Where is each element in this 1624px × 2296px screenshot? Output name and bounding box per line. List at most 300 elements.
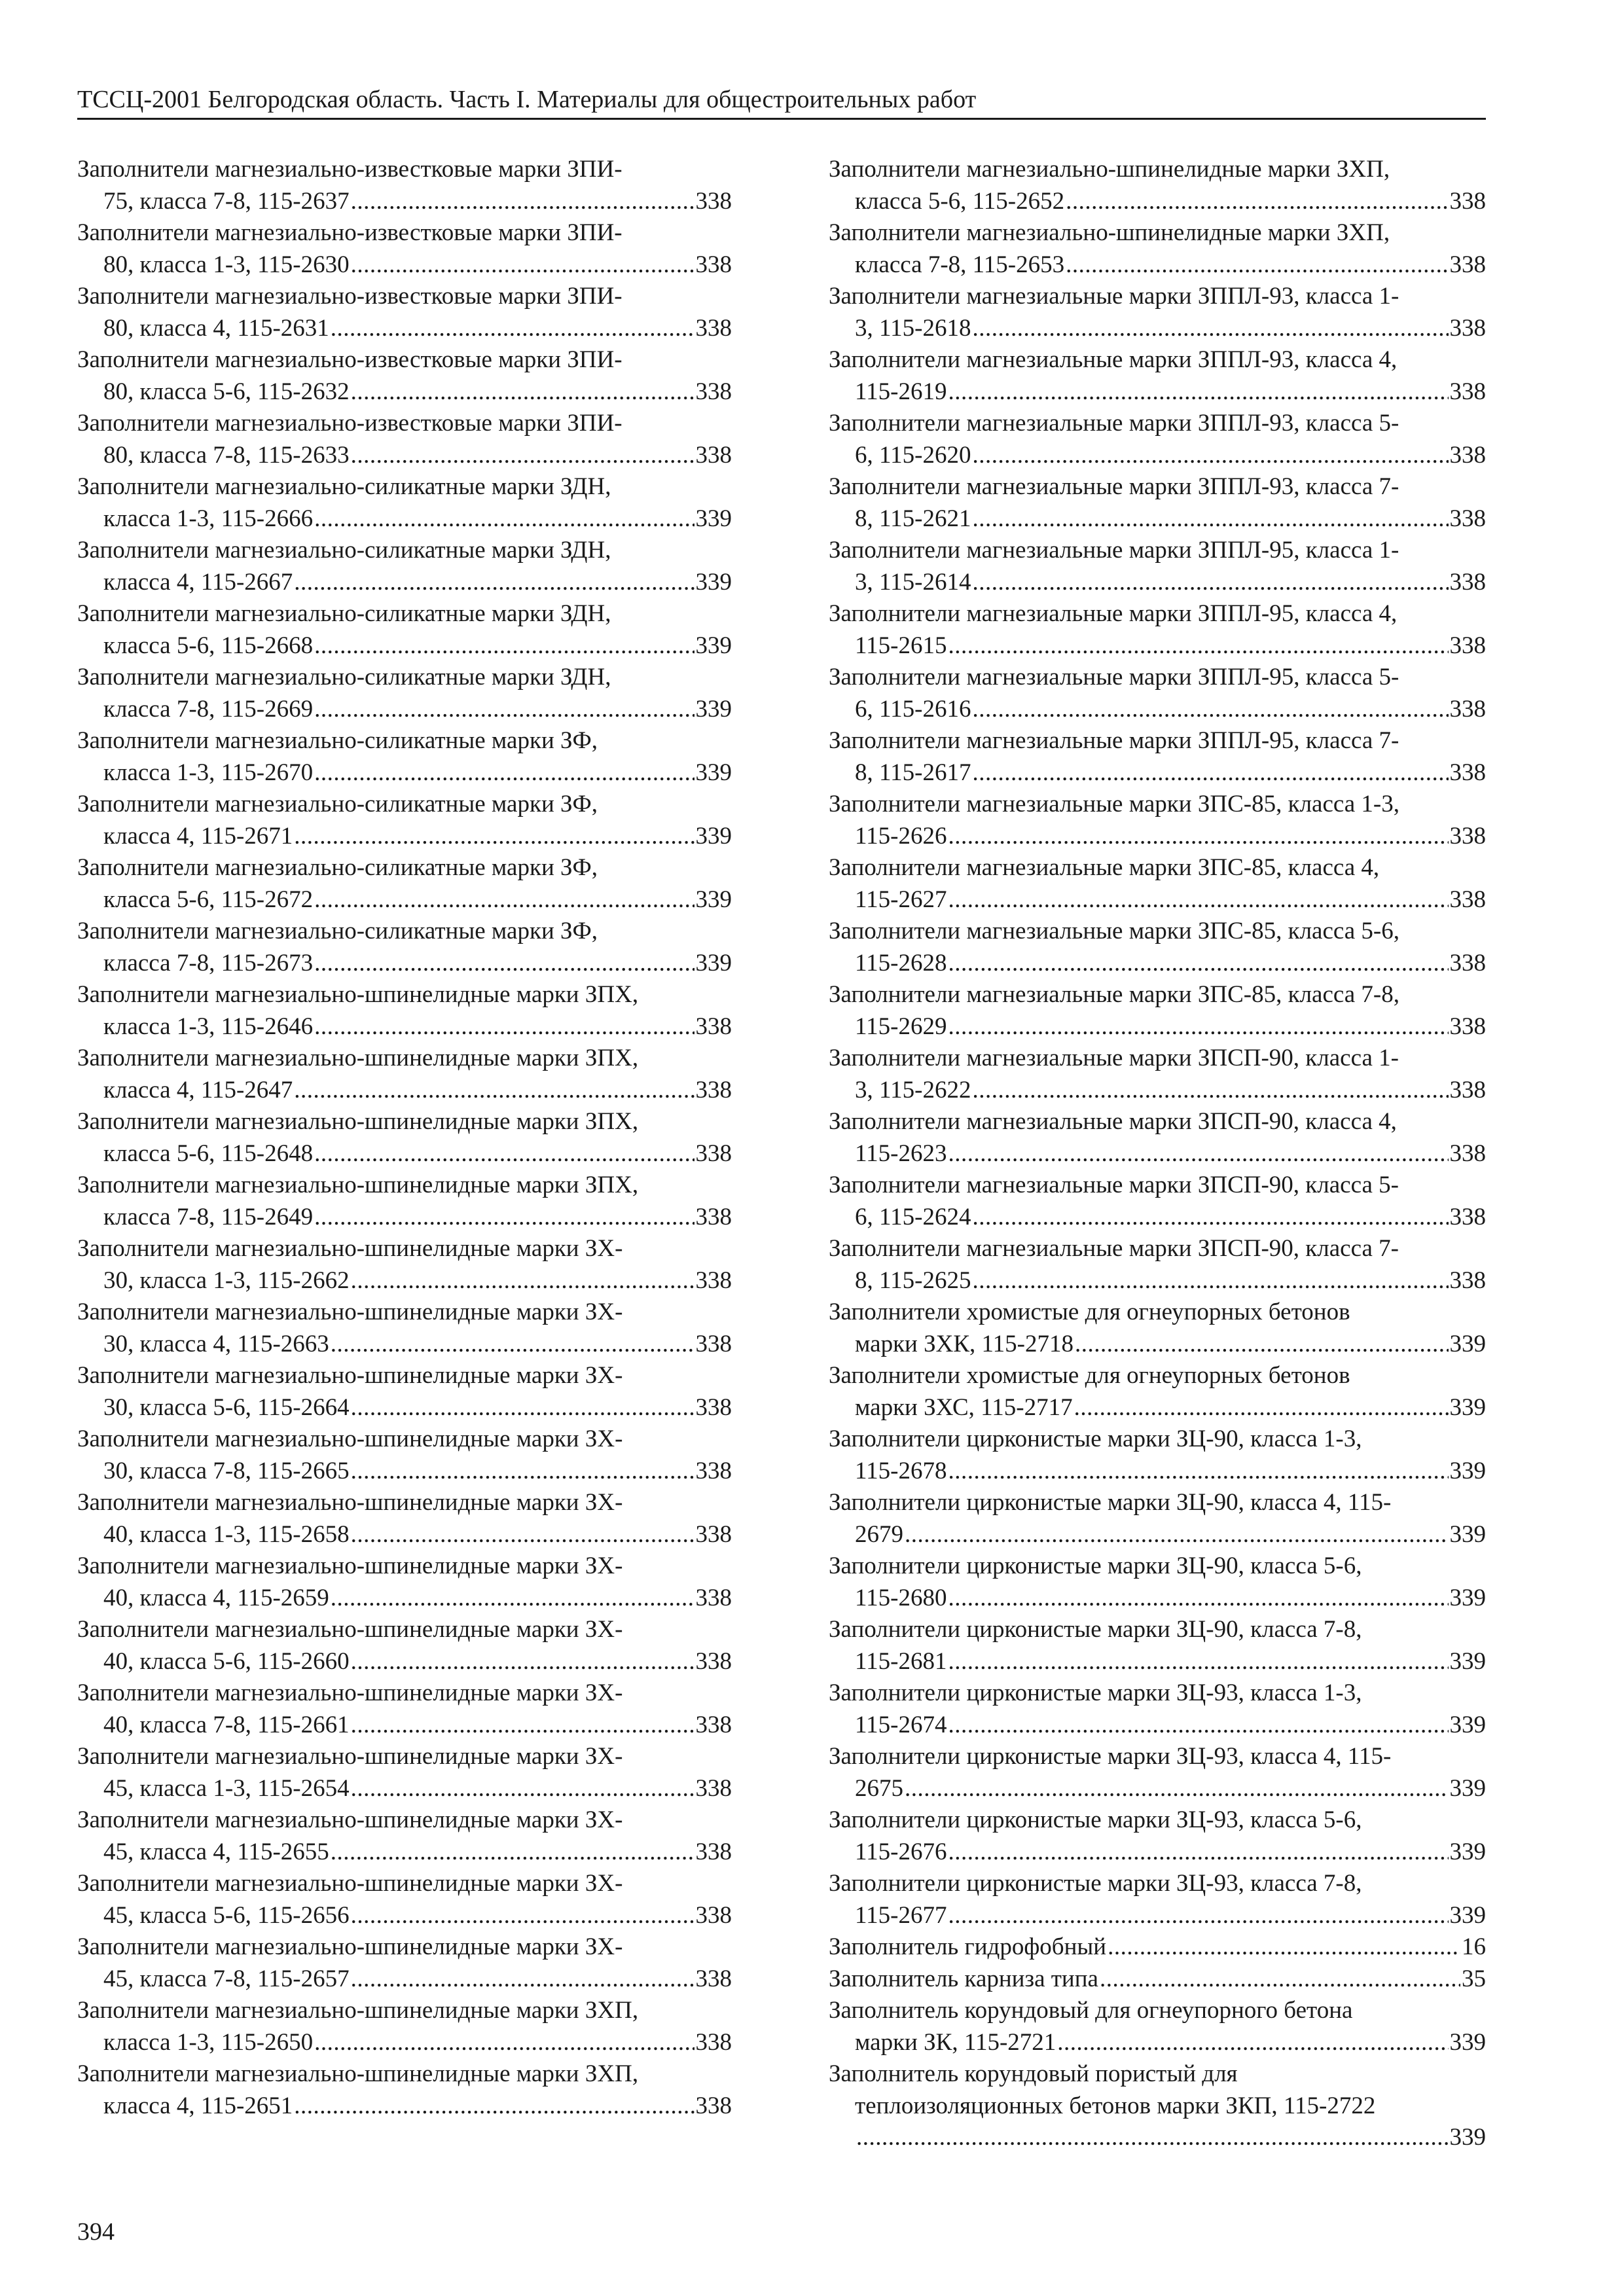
entry-text-continued: класса 1-3, 115-2650 [103, 2028, 314, 2056]
index-entry [829, 662, 1486, 725]
entry-text-continued: 30, класса 7-8, 115-2665 [103, 1457, 350, 1484]
entry-text: Заполнители магнезиально-силикатные марки ЗДН, [77, 537, 611, 564]
index-entry-continuation [829, 1583, 1486, 1615]
dot-leader [972, 1265, 1448, 1297]
entry-page-number: 338 [1449, 632, 1486, 659]
entry-page-number: 339 [695, 886, 732, 913]
entry-text-continued: 30, класса 1-3, 115-2662 [103, 1266, 350, 1294]
entry-text-continued: 40, класса 5-6, 115-2660 [103, 1647, 350, 1675]
entry-text: Заполнители магнезиально-силикатные марки ЗДН, [77, 664, 611, 691]
index-entry [829, 1424, 1486, 1487]
entry-text: Заполнители магнезиально-известковые марки ЗПИ- [77, 410, 623, 437]
entry-page-number: 339 [1449, 1838, 1486, 1865]
index-entry [829, 725, 1486, 789]
entry-text: Заполнители магнезиальные марки ЗППЛ-95, класса 4, [829, 600, 1398, 627]
entry-text: Заполнители магнезиальные марки ЗПСП-90, класса 1- [829, 1045, 1399, 1071]
entry-page-number: 338 [695, 314, 732, 342]
entry-text-continued: 80, класса 5-6, 115-2632 [103, 378, 350, 405]
entry-text: Заполнители цирконистые марки ЗЦ-93, класса 7-8, [829, 1870, 1362, 1897]
dot-leader [972, 440, 1448, 472]
dot-leader [331, 1583, 695, 1615]
entry-text: Заполнители магнезиальные марки ЗПС-85, класса 4, [829, 854, 1380, 881]
entry-page-number: 338 [1449, 1076, 1486, 1103]
entry-page-number: 338 [695, 2028, 732, 2056]
entry-text-continued: класса 5-6, 115-2672 [103, 886, 314, 913]
entry-page-number: 338 [1449, 695, 1486, 723]
entry-text-continued: 8, 115-2617 [855, 759, 971, 786]
index-entry-continuation [829, 630, 1486, 662]
entry-text: Заполнители магнезиальные марки ЗППЛ-93, класса 7- [829, 473, 1399, 500]
dot-leader [1108, 1931, 1460, 1964]
index-entry-continuation [77, 1138, 732, 1170]
entry-page-number: 338 [695, 251, 732, 278]
dot-leader [314, 1202, 694, 1234]
index-entry-continuation [77, 313, 732, 345]
entry-text-continued: 40, класса 4, 115-2659 [103, 1584, 329, 1611]
index-entry [77, 1043, 732, 1106]
dot-leader [1066, 186, 1448, 218]
entry-page-number: 339 [1449, 1457, 1486, 1484]
index-entry [77, 1360, 732, 1424]
index-entry-continuation [77, 1837, 732, 1869]
dot-leader [351, 1710, 695, 1742]
entry-page-number: 338 [1449, 187, 1486, 215]
index-entry [829, 1297, 1486, 1360]
entry-text-continued: 2675 [855, 1774, 903, 1802]
index-entry-continuation [829, 1837, 1486, 1869]
index-entry [77, 979, 732, 1043]
index-entry [829, 1614, 1486, 1677]
index-entry [77, 789, 732, 852]
index-entry-line [829, 1931, 1486, 1964]
dot-leader [351, 1773, 695, 1805]
index-entry [77, 2058, 732, 2122]
entry-text-continued: 115-2619 [855, 378, 947, 405]
entry-text-continued: 45, класса 7-8, 115-2657 [103, 1965, 350, 1992]
entry-page-number: 338 [1449, 1203, 1486, 1230]
entry-page-number: 339 [1449, 1647, 1486, 1675]
dot-leader [948, 376, 1448, 408]
entry-text: Заполнители магнезиально-известковые марки ЗПИ- [77, 156, 623, 183]
entry-text: Заполнители магнезиально-шпинелидные марки ЗПХ, [77, 1108, 639, 1135]
index-entry [77, 344, 732, 408]
dot-leader [314, 757, 694, 789]
dot-leader [948, 1456, 1448, 1488]
dot-leader [905, 1773, 1449, 1805]
index-entry-continuation [77, 1329, 732, 1361]
entry-text-continued: 40, класса 1-3, 115-2658 [103, 1520, 350, 1548]
dot-leader [948, 1837, 1448, 1869]
index-entry-continuation [829, 884, 1486, 916]
index-entry [77, 1741, 732, 1804]
dot-leader [351, 186, 695, 218]
dot-leader [948, 630, 1448, 662]
entry-text-continued: 115-2623 [855, 1139, 947, 1167]
entry-page-number: 338 [695, 1457, 732, 1484]
entry-text-continued: 40, класса 7-8, 115-2661 [103, 1711, 350, 1738]
dot-leader [905, 1519, 1449, 1551]
index-entry-continuation [829, 1265, 1486, 1297]
entry-text: Заполнители магнезиальные марки ЗПСП-90, класса 4, [829, 1108, 1397, 1135]
dot-leader [331, 1329, 695, 1361]
entry-page-number: 339 [695, 568, 732, 596]
index-entry [829, 1551, 1486, 1614]
index-entry-continuation [829, 1456, 1486, 1488]
index-entry [77, 1804, 732, 1868]
index-entry [829, 154, 1486, 217]
index-entry-continuation [829, 186, 1486, 218]
dot-leader [948, 1011, 1448, 1043]
index-entry [77, 1487, 732, 1551]
entry-page-number: 338 [695, 2092, 732, 2119]
entry-text-continued: класса 5-6, 115-2648 [103, 1139, 314, 1167]
index-entry [77, 408, 732, 471]
index-entry-continuation [77, 1900, 732, 1932]
entry-page-number: 338 [695, 1203, 732, 1230]
index-entry [77, 217, 732, 281]
index-entry-continuation [77, 1202, 732, 1234]
index-entry [829, 1170, 1486, 1233]
dot-leader [972, 1075, 1448, 1107]
index-entry-continuation [829, 1202, 1486, 1234]
entry-page-number: 338 [695, 1393, 732, 1421]
index-entry-continuation [829, 313, 1486, 345]
entry-text-continued: класса 7-8, 115-2649 [103, 1203, 314, 1230]
entry-text: Заполнители магнезиальные марки ЗПС-85, класса 7-8, [829, 981, 1399, 1008]
index-entry-line [829, 1964, 1486, 1996]
dot-leader [351, 1646, 695, 1678]
entry-text: Заполнители магнезиально-силикатные марки ЗФ, [77, 727, 598, 754]
entry-text-continued: 45, класса 4, 115-2655 [103, 1838, 329, 1865]
index-entry-continuation [829, 1011, 1486, 1043]
index-entry-continuation [77, 884, 732, 916]
index-entry [77, 662, 732, 725]
entry-text-continued: 6, 115-2624 [855, 1203, 971, 1230]
entry-page-number: 338 [695, 1584, 732, 1611]
entry-page-number: 339 [1449, 1901, 1486, 1929]
dot-leader [351, 249, 695, 281]
index-entry-continuation [77, 1075, 732, 1107]
entry-text: Заполнители хромистые для огнеупорных бетонов [829, 1362, 1350, 1389]
dot-leader [351, 376, 695, 408]
entry-page-number: 338 [695, 1330, 732, 1357]
entry-page-number: 338 [695, 1520, 732, 1548]
index-entry-continuation [77, 1265, 732, 1297]
entry-text-continued: 75, класса 7-8, 115-2637 [103, 187, 350, 215]
index-entry [829, 598, 1486, 662]
index-entry-continuation [77, 1583, 732, 1615]
entry-page-number: 338 [695, 1965, 732, 1992]
entry-text: Заполнители магнезиальные марки ЗППЛ-95, класса 1- [829, 537, 1399, 564]
entry-text: Заполнители магнезиально-шпинелидные марки ЗХ- [77, 1362, 623, 1389]
entry-text-continued: 115-2677 [855, 1901, 947, 1929]
index-entry [829, 1233, 1486, 1297]
entry-page-number: 16 [1462, 1933, 1486, 1960]
entry-text: Заполнители цирконистые марки ЗЦ-90, класса 1-3, [829, 1426, 1362, 1452]
index-entry [829, 344, 1486, 408]
entry-page-number: 338 [695, 1266, 732, 1294]
index-column-left [77, 154, 732, 2122]
entry-page-number: 338 [1449, 1013, 1486, 1040]
entry-text-continued: класса 1-3, 115-2670 [103, 759, 314, 786]
index-entry [829, 1043, 1486, 1106]
entry-text-continued: 115-2615 [855, 632, 947, 659]
entry-page-number: 338 [695, 1076, 732, 1103]
entry-text-continued: 115-2678 [855, 1457, 947, 1484]
entry-page-number: 339 [1449, 1711, 1486, 1738]
dot-leader [1057, 2027, 1448, 2059]
entry-text-continued: класса 4, 115-2667 [103, 568, 293, 596]
index-entry-continuation [829, 1646, 1486, 1678]
entry-text-continued: 6, 115-2620 [855, 441, 971, 469]
entry-text: Заполнители магнезиально-шпинелидные марки ЗХ- [77, 1235, 623, 1262]
entry-text: Заполнитель корундовый для огнеупорного бетона [829, 1997, 1353, 2024]
entry-page-number: 338 [695, 378, 732, 405]
entry-page-number: 339 [695, 822, 732, 850]
entry-text: Заполнители магнезиально-шпинелидные марки ЗХ- [77, 1870, 623, 1897]
dot-leader [972, 567, 1448, 599]
entry-text: Заполнители магнезиально-силикатные марки ЗФ, [77, 854, 598, 881]
entry-text: Заполнители магнезиально-шпинелидные марки ЗХ- [77, 1933, 623, 1960]
index-entry-continuation [77, 567, 732, 599]
entry-page-number: 338 [1449, 759, 1486, 786]
index-entry-continuation [829, 757, 1486, 789]
entry-text: Заполнители магнезиальные марки ЗПС-85, класса 1-3, [829, 791, 1399, 817]
entry-page-number: 338 [695, 1013, 732, 1040]
index-column-right [829, 154, 1486, 2154]
entry-text: Заполнители магнезиально-силикатные марки ЗФ, [77, 918, 598, 944]
dot-leader [948, 1710, 1448, 1742]
entry-text-continued: 8, 115-2621 [855, 505, 971, 532]
index-entry [829, 408, 1486, 471]
entry-text-continued: 115-2626 [855, 822, 947, 850]
entry-text-continued: класса 1-3, 115-2646 [103, 1013, 314, 1040]
page-number: 394 [77, 2218, 115, 2246]
index-entry [829, 1487, 1486, 1551]
dot-leader [351, 1456, 695, 1488]
entry-text-continued: класса 4, 115-2671 [103, 822, 293, 850]
index-entry [77, 1614, 732, 1677]
dot-leader [351, 1900, 695, 1932]
entry-text: Заполнители магнезиально-шпинелидные марки ЗХП, [829, 219, 1390, 246]
entry-page-number: 338 [1449, 1266, 1486, 1294]
entry-text-continued: 45, класса 1-3, 115-2654 [103, 1774, 350, 1802]
dot-leader [972, 313, 1448, 345]
entry-text: Заполнители цирконистые марки ЗЦ-93, класса 1-3, [829, 1679, 1362, 1706]
index-entry [829, 1677, 1486, 1741]
entry-page-number: 338 [695, 1774, 732, 1802]
entry-page-number: 339 [1449, 1774, 1486, 1802]
index-entry-continuation [829, 1773, 1486, 1805]
dot-leader [1066, 249, 1448, 281]
index-entry-continuation [829, 1075, 1486, 1107]
entry-text-continued: марки ЗК, 115-2721 [855, 2028, 1056, 2056]
entry-text: Заполнители магнезиальные марки ЗПСП-90, класса 5- [829, 1172, 1399, 1198]
entry-text-continued: 3, 115-2618 [855, 314, 971, 342]
index-entry [829, 281, 1486, 344]
entry-page-number: 338 [1449, 441, 1486, 469]
index-entry [77, 852, 732, 916]
index-entry [77, 471, 732, 535]
dot-leader [948, 1646, 1448, 1678]
index-entry [77, 916, 732, 979]
entry-text: Заполнители магнезиально-силикатные марки ЗДН, [77, 600, 611, 627]
entry-text: Заполнители магнезиальные марки ЗПСП-90, класса 7- [829, 1235, 1399, 1262]
index-entry-continuation [829, 2027, 1486, 2059]
entry-text-continued: класса 4, 115-2651 [103, 2092, 293, 2119]
dot-leader [351, 1519, 695, 1551]
entry-page-number: 338 [1449, 886, 1486, 913]
index-entry-continuation [829, 1900, 1486, 1932]
entry-text-continued: класса 7-8, 115-2673 [103, 949, 314, 977]
index-entry-continuation [77, 2027, 732, 2059]
entry-text-continued: 115-2676 [855, 1838, 947, 1865]
entry-page-number: 338 [1449, 822, 1486, 850]
entry-text-continued: 115-2629 [855, 1013, 947, 1040]
index-entry [829, 979, 1486, 1043]
entry-text-continued: 2679 [855, 1520, 903, 1548]
entry-page-number: 339 [1449, 1393, 1486, 1421]
entry-text: Заполнители магнезиально-шпинелидные марки ЗХ- [77, 1299, 623, 1325]
entry-text: Заполнители магнезиальные марки ЗППЛ-93, класса 5- [829, 410, 1399, 437]
index-entry-continuation [829, 440, 1486, 472]
entry-page-number: 339 [695, 759, 732, 786]
entry-text: Заполнители магнезиально-шпинелидные марки ЗХП, [77, 2060, 639, 2087]
index-entry [77, 1170, 732, 1233]
index-entry-continuation [829, 948, 1486, 980]
index-entry [829, 217, 1486, 281]
index-entry-continuation [829, 1710, 1486, 1742]
entry-text-continued: 30, класса 4, 115-2663 [103, 1330, 329, 1357]
entry-text-continued: 115-2680 [855, 1584, 947, 1611]
index-entry [829, 1995, 1486, 2058]
index-entry-continuation [77, 1392, 732, 1424]
dot-leader [972, 694, 1448, 726]
entry-text: Заполнитель карниза типа [829, 1965, 1098, 1992]
entry-page-number: 338 [1449, 1139, 1486, 1167]
dot-leader [1075, 1329, 1449, 1361]
entry-text: Заполнители магнезиальные марки ЗППЛ-95, класса 5- [829, 664, 1399, 691]
index-entry [77, 1931, 732, 1995]
entry-text: Заполнители магнезиально-силикатные марки ЗФ, [77, 791, 598, 817]
entry-text: Заполнители магнезиально-известковые марки ЗПИ- [77, 283, 623, 310]
index-entry-continuation [77, 2090, 732, 2123]
entry-text-continued: класса 5-6, 115-2668 [103, 632, 314, 659]
entry-text: Заполнитель гидрофобный [829, 1933, 1107, 1960]
index-entry [829, 789, 1486, 852]
entry-text: Заполнители магнезиальные марки ЗПС-85, класса 5-6, [829, 918, 1399, 944]
entry-text: Заполнители магнезиальные марки ЗППЛ-93, класса 1- [829, 283, 1399, 310]
index-entry-continuation [77, 1773, 732, 1805]
entry-text: Заполнители хромистые для огнеупорных бетонов [829, 1299, 1350, 1325]
index-entry [77, 725, 732, 789]
entry-text: Заполнители магнезиально-шпинелидные марки ЗПХ, [77, 981, 639, 1008]
index-entry-continuation [829, 694, 1486, 726]
entry-text-continued: класса 7-8, 115-2669 [103, 695, 314, 723]
index-entry-continuation [77, 821, 732, 853]
entry-text: Заполнители магнезиально-шпинелидные марки ЗПХ, [77, 1045, 639, 1071]
entry-page-number: 339 [695, 632, 732, 659]
dot-leader [948, 884, 1448, 916]
dot-leader [351, 1964, 695, 1996]
dot-leader [948, 948, 1448, 980]
entry-page-number: 339 [695, 695, 732, 723]
index-entry-continuation [829, 567, 1486, 599]
entry-text-continued: класса 5-6, 115-2652 [855, 187, 1065, 215]
entry-page-number: 339 [1449, 1584, 1486, 1611]
entry-page-number: 338 [1449, 314, 1486, 342]
entry-text-continued: марки ЗХС, 115-2717 [855, 1393, 1073, 1421]
entry-text-continued: 3, 115-2622 [855, 1076, 971, 1103]
index-entry-continuation [829, 1519, 1486, 1551]
index-entry [77, 1868, 732, 1931]
header-rule [77, 118, 1486, 120]
index-entry [77, 598, 732, 662]
entry-text: Заполнители магнезиально-известковые марки ЗПИ- [77, 346, 623, 373]
dot-leader [948, 1900, 1448, 1932]
dot-leader [948, 1138, 1448, 1170]
index-entry [77, 1551, 732, 1614]
entry-text: Заполнители цирконистые марки ЗЦ-93, класса 4, 115- [829, 1743, 1392, 1770]
index-entry-continuation [77, 948, 732, 980]
entry-page-number: 338 [1449, 568, 1486, 596]
entry-text: Заполнители магнезиальные марки ЗППЛ-93, класса 4, [829, 346, 1398, 373]
entry-page-number: 338 [1449, 505, 1486, 532]
entry-text-continued: класса 7-8, 115-2653 [855, 251, 1065, 278]
entry-text-continued: 30, класса 5-6, 115-2664 [103, 1393, 350, 1421]
entry-page-number: 338 [1449, 251, 1486, 278]
entry-text-continued: 6, 115-2616 [855, 695, 971, 723]
entry-page-number: 339 [1449, 1520, 1486, 1548]
entry-text: Заполнители магнезиально-шпинелидные марки ЗХ- [77, 1616, 623, 1643]
entry-text-continued: 80, класса 7-8, 115-2633 [103, 441, 350, 469]
entry-text: Заполнители магнезиальные марки ЗППЛ-95, класса 7- [829, 727, 1399, 754]
entry-text: Заполнители магнезиально-шпинелидные марки ЗХ- [77, 1806, 623, 1833]
index-entry-continuation [829, 1138, 1486, 1170]
index-entry-continuation [77, 694, 732, 726]
entry-text-continued: класса 1-3, 115-2666 [103, 505, 314, 532]
index-entry-continuation [829, 1392, 1486, 1424]
index-entry [829, 1741, 1486, 1804]
entry-text-continued: 8, 115-2625 [855, 1266, 971, 1294]
index-entry [77, 535, 732, 598]
entry-text-continued: 115-2674 [855, 1711, 947, 1738]
entry-text: Заполнители магнезиально-шпинелидные марки ЗХ- [77, 1743, 623, 1770]
entry-text: Заполнители магнезиально-шпинелидные марки ЗХ- [77, 1679, 623, 1706]
index-entry [77, 1995, 732, 2058]
index-entry [829, 471, 1486, 535]
index-entry [829, 916, 1486, 979]
dot-leader [314, 503, 694, 535]
entry-page-number: 339 [1449, 1330, 1486, 1357]
entry-text: Заполнители цирконистые марки ЗЦ-93, класса 5-6, [829, 1806, 1362, 1833]
index-entry-continuation [77, 1646, 732, 1678]
index-entry-continuation [829, 503, 1486, 535]
running-header: ТССЦ-2001 Белгородская область. Часть I. Материалы для общестроительных работ [77, 86, 977, 113]
index-entry-continuation [829, 249, 1486, 281]
entry-text: Заполнители цирконистые марки ЗЦ-90, класса 4, 115- [829, 1489, 1392, 1516]
entry-page-number: 339 [695, 949, 732, 977]
index-entry [77, 154, 732, 217]
entry-page-number: 338 [695, 1139, 732, 1167]
dot-leader [351, 1392, 695, 1424]
dot-leader [331, 313, 695, 345]
index-entry [829, 1964, 1486, 1996]
index-entry-continuation [77, 249, 732, 281]
entry-text-continued: теплоизоляционных бетонов марки ЗКП, 115-2722 [855, 2092, 1376, 2119]
dot-leader [351, 440, 695, 472]
dot-leader [314, 2027, 694, 2059]
